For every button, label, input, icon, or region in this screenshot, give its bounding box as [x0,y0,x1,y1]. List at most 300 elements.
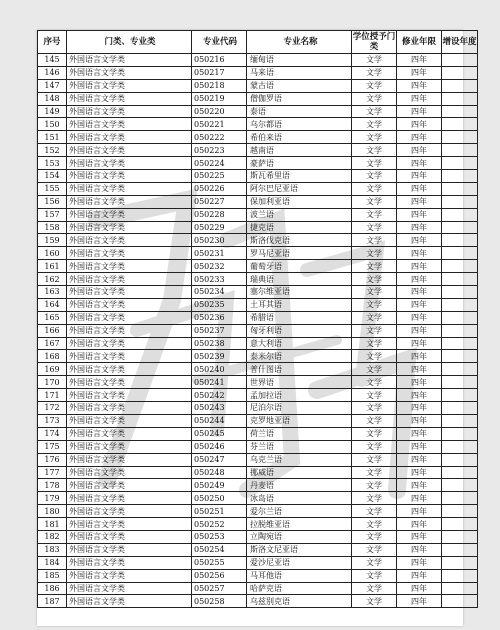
cell-code: 050217 [192,66,247,79]
header-category: 门类、专业类 [67,31,192,54]
cell-degree: 文学 [352,453,397,466]
cell-years: 四年 [397,466,442,479]
table-row [38,66,478,79]
cell-degree: 文学 [352,118,397,131]
cell-years: 四年 [397,157,442,170]
cell-degree: 文学 [352,286,397,299]
cell-category: 外国语言文学类 [67,144,192,157]
cell-added-year [442,363,478,376]
header-seq: 序号 [38,31,67,54]
cell-degree: 文学 [352,221,397,234]
cell-code: 050247 [192,453,247,466]
cell-seq: 171 [38,389,67,402]
cell-degree: 文学 [352,440,397,453]
cell-years: 四年 [397,170,442,183]
table-row [38,595,478,608]
cell-years: 四年 [397,92,442,105]
cell-seq: 162 [38,273,67,286]
cell-code: 050233 [192,273,247,286]
cell-degree: 文学 [352,182,397,195]
cell-code: 050221 [192,118,247,131]
table-row [38,492,478,505]
table-row [38,324,478,337]
cell-degree: 文学 [352,131,397,144]
cell-code: 050243 [192,402,247,415]
cell-seq: 175 [38,440,67,453]
cell-added-year [442,556,478,569]
cell-added-year [442,350,478,363]
cell-seq: 179 [38,492,67,505]
cell-name: 爱尔兰语 [247,505,352,518]
cell-added-year [442,582,478,595]
cell-code: 050237 [192,324,247,337]
cell-seq: 169 [38,363,67,376]
cell-degree: 文学 [352,363,397,376]
cell-category: 外国语言文学类 [67,298,192,311]
cell-added-year [442,402,478,415]
table-row [38,170,478,183]
cell-name: 保加利亚语 [247,195,352,208]
cell-degree: 文学 [352,298,397,311]
cell-degree: 文学 [352,492,397,505]
cell-seq: 184 [38,556,67,569]
table-row [38,427,478,440]
table-row [38,208,478,221]
cell-years: 四年 [397,453,442,466]
cell-added-year [442,298,478,311]
cell-name: 乌克兰语 [247,453,352,466]
table-row [38,131,478,144]
cell-code: 050216 [192,54,247,67]
cell-name: 土耳其语 [247,298,352,311]
cell-degree: 文学 [352,505,397,518]
cell-code: 050229 [192,221,247,234]
cell-added-year [442,273,478,286]
cell-name: 冰岛语 [247,492,352,505]
cell-seq: 155 [38,182,67,195]
cell-seq: 148 [38,92,67,105]
cell-name: 拉脱维亚语 [247,518,352,531]
cell-category: 外国语言文学类 [67,543,192,556]
cell-added-year [442,79,478,92]
cell-added-year [442,479,478,492]
cell-added-year [442,414,478,427]
table-row [38,260,478,273]
cell-seq: 158 [38,221,67,234]
table-row [38,414,478,427]
cell-degree: 文学 [352,195,397,208]
cell-name: 芬兰语 [247,440,352,453]
cell-added-year [442,286,478,299]
cell-code: 050249 [192,479,247,492]
cell-years: 四年 [397,208,442,221]
cell-years: 四年 [397,530,442,543]
cell-category: 外国语言文学类 [67,234,192,247]
cell-name: 克罗地亚语 [247,414,352,427]
cell-degree: 文学 [352,170,397,183]
cell-category: 外国语言文学类 [67,414,192,427]
table-row [38,569,478,582]
header-name: 专业名称 [247,31,352,54]
cell-degree: 文学 [352,311,397,324]
cell-years: 四年 [397,221,442,234]
cell-added-year [442,376,478,389]
cell-category: 外国语言文学类 [67,582,192,595]
cell-category: 外国语言文学类 [67,479,192,492]
cell-code: 050226 [192,182,247,195]
cell-seq: 174 [38,427,67,440]
cell-name: 荷兰语 [247,427,352,440]
table-row [38,144,478,157]
cell-added-year [442,492,478,505]
cell-degree: 文学 [352,569,397,582]
table-row [38,79,478,92]
cell-seq: 145 [38,54,67,67]
cell-seq: 167 [38,337,67,350]
table-row [38,337,478,350]
cell-code: 050224 [192,157,247,170]
cell-category: 外国语言文学类 [67,440,192,453]
cell-years: 四年 [397,311,442,324]
cell-added-year [442,505,478,518]
cell-seq: 149 [38,105,67,118]
cell-degree: 文学 [352,324,397,337]
table-row [38,479,478,492]
header-code: 专业代码 [192,31,247,54]
cell-seq: 156 [38,195,67,208]
cell-added-year [442,131,478,144]
cell-code: 050236 [192,311,247,324]
cell-seq: 146 [38,66,67,79]
cell-added-year [442,118,478,131]
table-row [38,157,478,170]
table-row [38,389,478,402]
cell-name: 希腊语 [247,311,352,324]
table-row [38,195,478,208]
cell-name: 乌兹别克语 [247,595,352,608]
cell-name: 罗马尼亚语 [247,247,352,260]
cell-code: 050250 [192,492,247,505]
cell-seq: 186 [38,582,67,595]
cell-years: 四年 [397,298,442,311]
cell-seq: 161 [38,260,67,273]
cell-degree: 文学 [352,208,397,221]
cell-added-year [442,543,478,556]
cell-years: 四年 [397,286,442,299]
cell-years: 四年 [397,492,442,505]
cell-name: 普什图语 [247,363,352,376]
cell-degree: 文学 [352,402,397,415]
cell-degree: 文学 [352,66,397,79]
table-row [38,402,478,415]
cell-added-year [442,311,478,324]
cell-added-year [442,105,478,118]
table-row [38,363,478,376]
cell-added-year [442,170,478,183]
cell-category: 外国语言文学类 [67,389,192,402]
cell-seq: 173 [38,414,67,427]
cell-category: 外国语言文学类 [67,157,192,170]
cell-code: 050222 [192,131,247,144]
table-row [38,556,478,569]
cell-years: 四年 [397,402,442,415]
table-row [38,118,478,131]
cell-degree: 文学 [352,54,397,67]
cell-seq: 178 [38,479,67,492]
cell-category: 外国语言文学类 [67,79,192,92]
cell-added-year [442,595,478,608]
cell-name: 爱沙尼亚语 [247,556,352,569]
cell-code: 050231 [192,247,247,260]
cell-seq: 185 [38,569,67,582]
cell-degree: 文学 [352,92,397,105]
cell-category: 外国语言文学类 [67,105,192,118]
cell-years: 四年 [397,414,442,427]
table-row [38,234,478,247]
cell-category: 外国语言文学类 [67,131,192,144]
cell-code: 050242 [192,389,247,402]
table-row [38,247,478,260]
table-row [38,182,478,195]
cell-name: 越南语 [247,144,352,157]
cell-years: 四年 [397,54,442,67]
cell-degree: 文学 [352,273,397,286]
table-row [38,298,478,311]
cell-category: 外国语言文学类 [67,182,192,195]
cell-years: 四年 [397,324,442,337]
table-row [38,518,478,531]
cell-seq: 152 [38,144,67,157]
cell-degree: 文学 [352,543,397,556]
cell-seq: 164 [38,298,67,311]
cell-category: 外国语言文学类 [67,221,192,234]
cell-category: 外国语言文学类 [67,118,192,131]
cell-seq: 172 [38,402,67,415]
cell-years: 四年 [397,66,442,79]
cell-category: 外国语言文学类 [67,595,192,608]
cell-category: 外国语言文学类 [67,54,192,67]
header-degree: 学位授予门类 [352,32,396,52]
cell-seq: 176 [38,453,67,466]
cell-code: 050235 [192,298,247,311]
cell-code: 050232 [192,260,247,273]
cell-code: 050240 [192,363,247,376]
cell-name: 斯洛文尼亚语 [247,543,352,556]
cell-code: 050225 [192,170,247,183]
cell-added-year [442,66,478,79]
cell-category: 外国语言文学类 [67,466,192,479]
cell-name: 挪威语 [247,466,352,479]
cell-name: 孟加拉语 [247,389,352,402]
cell-name: 蒙古语 [247,79,352,92]
cell-degree: 文学 [352,479,397,492]
cell-name: 捷克语 [247,221,352,234]
cell-seq: 177 [38,466,67,479]
cell-years: 四年 [397,595,442,608]
cell-category: 外国语言文学类 [67,363,192,376]
cell-seq: 153 [38,157,67,170]
cell-name: 瑞典语 [247,273,352,286]
cell-name: 立陶宛语 [247,530,352,543]
cell-years: 四年 [397,144,442,157]
cell-seq: 166 [38,324,67,337]
table-row [38,543,478,556]
cell-added-year [442,221,478,234]
table-row [38,286,478,299]
cell-name: 泰语 [247,105,352,118]
cell-category: 外国语言文学类 [67,350,192,363]
cell-seq: 160 [38,247,67,260]
cell-category: 外国语言文学类 [67,337,192,350]
table-row [38,92,478,105]
cell-name: 世界语 [247,376,352,389]
cell-seq: 181 [38,518,67,531]
cell-years: 四年 [397,479,442,492]
cell-code: 050219 [192,92,247,105]
cell-added-year [442,337,478,350]
cell-years: 四年 [397,182,442,195]
cell-code: 050246 [192,440,247,453]
cell-added-year [442,530,478,543]
cell-added-year [442,157,478,170]
cell-code: 050238 [192,337,247,350]
cell-years: 四年 [397,118,442,131]
cell-code: 050248 [192,466,247,479]
cell-added-year [442,54,478,67]
cell-name: 缅甸语 [247,54,352,67]
cell-seq: 163 [38,286,67,299]
cell-seq: 168 [38,350,67,363]
cell-category: 外国语言文学类 [67,324,192,337]
cell-seq: 187 [38,595,67,608]
cell-degree: 文学 [352,234,397,247]
cell-name: 马来语 [247,66,352,79]
table-row [38,273,478,286]
cell-added-year [442,182,478,195]
cell-years: 四年 [397,350,442,363]
cell-added-year [442,247,478,260]
cell-category: 外国语言文学类 [67,311,192,324]
majors-table [37,30,478,608]
cell-seq: 182 [38,530,67,543]
cell-years: 四年 [397,556,442,569]
cell-category: 外国语言文学类 [67,273,192,286]
cell-degree: 文学 [352,247,397,260]
cell-years: 四年 [397,427,442,440]
cell-code: 050244 [192,414,247,427]
cell-added-year [442,453,478,466]
cell-code: 050234 [192,286,247,299]
cell-added-year [442,234,478,247]
cell-category: 外国语言文学类 [67,376,192,389]
cell-name: 僧伽罗语 [247,92,352,105]
cell-code: 050256 [192,569,247,582]
header-years: 修业年限 [397,31,442,54]
cell-degree: 文学 [352,595,397,608]
cell-years: 四年 [397,569,442,582]
cell-degree: 文学 [352,556,397,569]
cell-degree: 文学 [352,582,397,595]
cell-years: 四年 [397,505,442,518]
cell-name: 希伯来语 [247,131,352,144]
cell-name: 匈牙利语 [247,324,352,337]
cell-years: 四年 [397,234,442,247]
cell-seq: 183 [38,543,67,556]
cell-name: 泰米尔语 [247,350,352,363]
cell-name: 丹麦语 [247,479,352,492]
cell-added-year [442,144,478,157]
cell-code: 050223 [192,144,247,157]
cell-added-year [442,518,478,531]
cell-category: 外国语言文学类 [67,505,192,518]
cell-added-year [442,389,478,402]
cell-category: 外国语言文学类 [67,260,192,273]
cell-degree: 文学 [352,157,397,170]
cell-degree: 文学 [352,337,397,350]
cell-name: 马耳他语 [247,569,352,582]
cell-seq: 170 [38,376,67,389]
cell-years: 四年 [397,389,442,402]
table-row [38,376,478,389]
cell-years: 四年 [397,543,442,556]
cell-code: 050252 [192,518,247,531]
cell-degree: 文学 [352,389,397,402]
cell-code: 050228 [192,208,247,221]
cell-degree: 文学 [352,79,397,92]
table-row [38,505,478,518]
cell-name: 斯瓦希里语 [247,170,352,183]
cell-category: 外国语言文学类 [67,569,192,582]
cell-seq: 147 [38,79,67,92]
cell-code: 050251 [192,505,247,518]
cell-degree: 文学 [352,350,397,363]
cell-code: 050241 [192,376,247,389]
cell-category: 外国语言文学类 [67,170,192,183]
cell-code: 050257 [192,582,247,595]
cell-years: 四年 [397,376,442,389]
cell-name: 葡萄牙语 [247,260,352,273]
cell-degree: 文学 [352,376,397,389]
cell-years: 四年 [397,79,442,92]
cell-degree: 文学 [352,414,397,427]
table-row [38,453,478,466]
cell-category: 外国语言文学类 [67,92,192,105]
cell-category: 外国语言文学类 [67,402,192,415]
cell-code: 050258 [192,595,247,608]
cell-years: 四年 [397,337,442,350]
cell-code: 050254 [192,543,247,556]
cell-seq: 157 [38,208,67,221]
cell-degree: 文学 [352,260,397,273]
header-added-year: 增设年度 [442,31,478,54]
cell-years: 四年 [397,440,442,453]
cell-code: 050255 [192,556,247,569]
cell-code: 050253 [192,530,247,543]
cell-category: 外国语言文学类 [67,208,192,221]
cell-degree: 文学 [352,530,397,543]
cell-category: 外国语言文学类 [67,518,192,531]
cell-name: 豪萨语 [247,157,352,170]
table-row [38,54,478,67]
table-row [38,582,478,595]
cell-degree: 文学 [352,105,397,118]
cell-code: 050239 [192,350,247,363]
document-page [37,30,477,626]
cell-seq: 159 [38,234,67,247]
cell-code: 050227 [192,195,247,208]
cell-seq: 165 [38,311,67,324]
cell-added-year [442,427,478,440]
